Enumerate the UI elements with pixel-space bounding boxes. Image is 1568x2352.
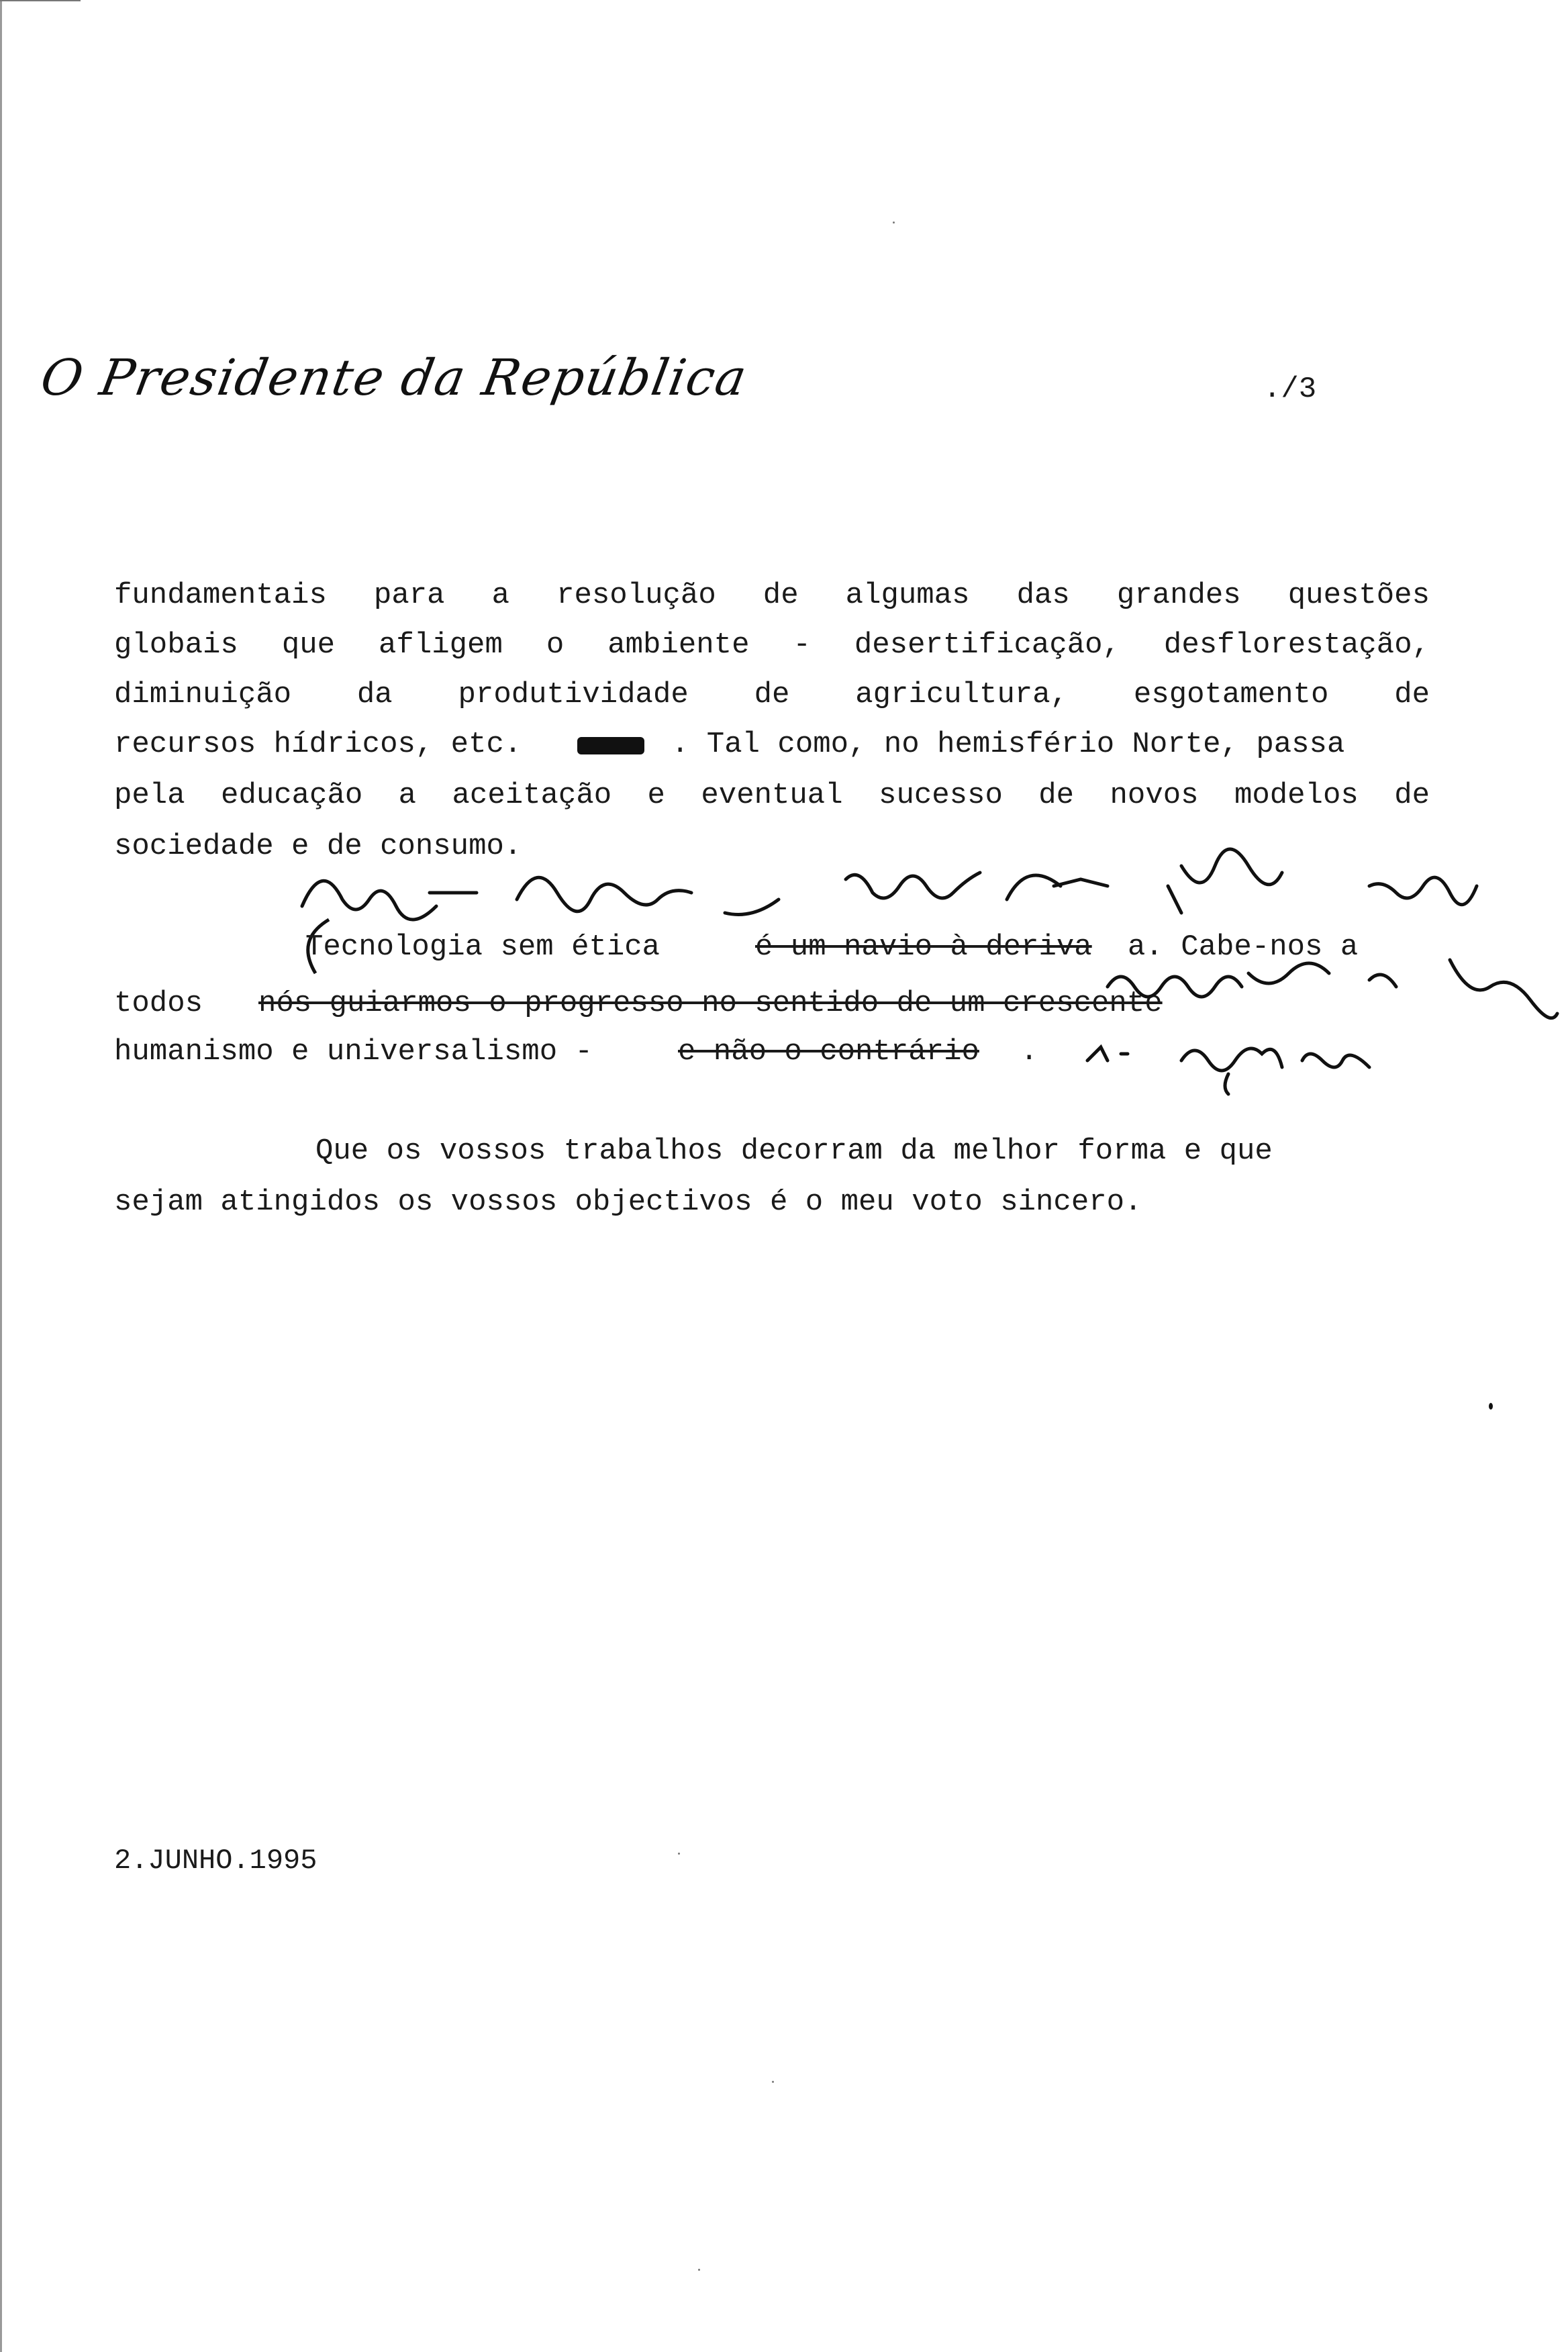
date: 2.JUNHO.1995 bbox=[114, 1845, 317, 1877]
paragraph2-line1-struck: é um navio à deriva bbox=[755, 930, 1092, 964]
page-number: ./3 bbox=[1263, 373, 1317, 406]
paragraph2-line1-end: a. Cabe-nos a bbox=[1128, 930, 1359, 964]
paragraph2-line2-struck: nós guiarmos o progresso no sentido de um crescente bbox=[258, 987, 1163, 1020]
paragraph2-line3-end: . bbox=[1020, 1035, 1038, 1069]
paragraph2-line1-start: Tecnologia sem ética bbox=[305, 930, 660, 964]
paragraph1-line6: sociedade e de consumo. bbox=[114, 830, 522, 863]
paragraph1-line4b: . Tal como, no hemisfério Norte, passa bbox=[671, 728, 1345, 761]
scan-speck bbox=[772, 2081, 774, 2083]
paragraph1-line3: diminuição da produtividade de agricultura, esgotamento de bbox=[114, 678, 1430, 712]
paragraph2-line3-start: humanismo e universalismo - bbox=[114, 1035, 593, 1069]
paragraph1-line4a: recursos hídricos, etc. bbox=[114, 728, 522, 761]
scan-speck bbox=[698, 2269, 700, 2271]
letterhead: O Presidente da República bbox=[36, 349, 752, 407]
page-edge bbox=[0, 0, 2, 2352]
paragraph3-line1: Que os vossos trabalhos decorram da melhor forma e que bbox=[315, 1134, 1273, 1168]
paragraph1-line5: pela educação a aceitação e eventual sucesso de novos modelos de bbox=[114, 779, 1430, 812]
paragraph1-line2: globais que afligem o ambiente - desertificação, desflorestação, bbox=[114, 628, 1430, 662]
scan-speck bbox=[893, 222, 895, 224]
paragraph2-line3-struck: e não o contrário bbox=[678, 1035, 979, 1069]
scan-speck bbox=[1489, 1403, 1493, 1410]
ink-scribble bbox=[577, 737, 644, 754]
scan-speck bbox=[678, 1853, 680, 1855]
paragraph2-line2-start: todos bbox=[114, 987, 203, 1020]
handwritten-annotation-line3 bbox=[1074, 1020, 1423, 1101]
paragraph3-line2: sejam atingidos os vossos objectivos é o meu voto sincero. bbox=[114, 1185, 1142, 1219]
page-edge-top bbox=[0, 0, 81, 1]
paragraph1-line1: fundamentais para a resolução de algumas das grandes questões bbox=[114, 579, 1430, 612]
handwritten-annotation-line1 bbox=[295, 839, 1530, 940]
